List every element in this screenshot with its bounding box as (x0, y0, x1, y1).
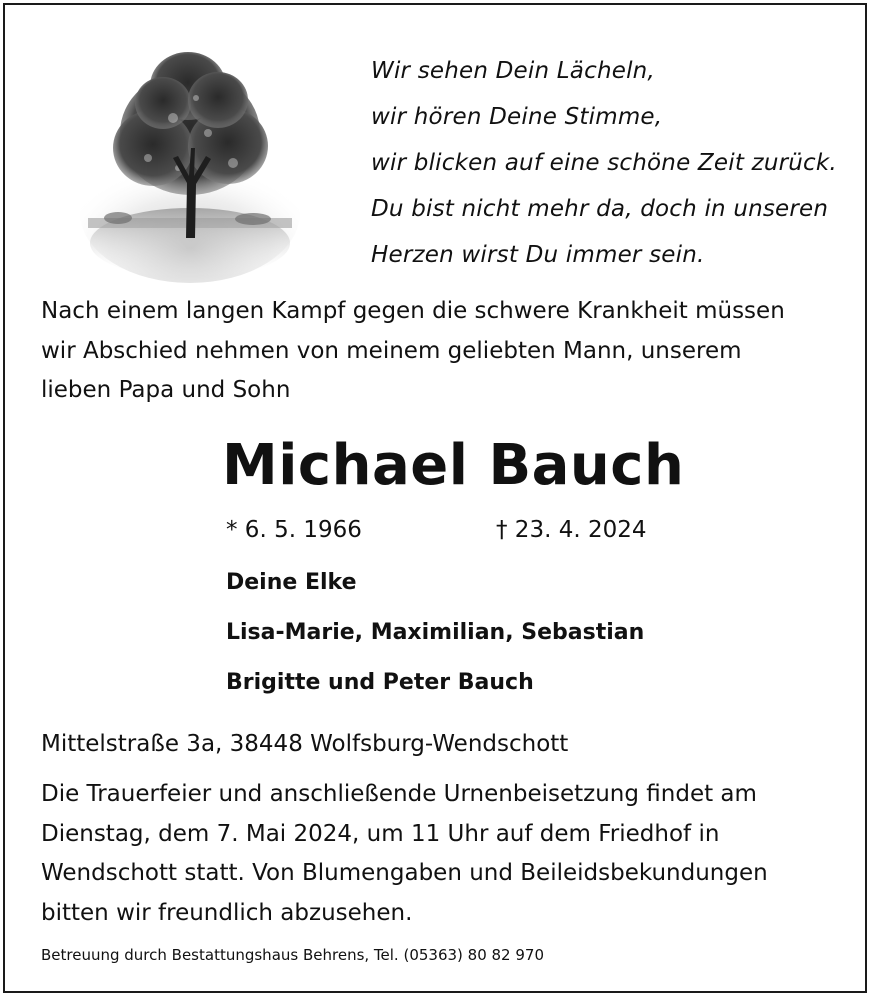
intro-text (41, 292, 841, 411)
service-line: Wendschott statt. Von Blumengaben und Beileidsbekundungen (41, 860, 768, 886)
mourner-line: Lisa-Marie, Maximilian, Sebastian (226, 620, 645, 645)
service-line: bitten wir freundlich abzusehen. (41, 899, 413, 926)
service-line: Dienstag, dem 7. Mai 2024, um 11 Uhr auf dem Friedhof in (41, 820, 720, 847)
deceased-name: Michael Bauch (222, 433, 685, 498)
mourner-line: Brigitte und Peter Bauch (226, 670, 534, 695)
tree-icon (78, 38, 302, 286)
poem-line: wir hören Deine Stimme, (371, 104, 663, 130)
poem-line: wir blicken auf eine schöne Zeit zurück. (371, 150, 837, 176)
poem-line: Wir sehen Dein Lächeln, (371, 58, 655, 84)
poem (371, 48, 837, 278)
birth-date: * 6. 5. 1966 (226, 517, 362, 543)
intro-line: wir Abschied nehmen von meinem geliebten Mann, unserem (41, 337, 742, 364)
poem-line: Herzen wirst Du immer sein. (371, 242, 705, 268)
intro-line: Nach einem langen Kampf gegen die schwere Krankheit müssen (41, 298, 785, 324)
service-line: Die Trauerfeier und anschließende Urnenbeisetzung findet am (41, 781, 757, 807)
poem-line: Du bist nicht mehr da, doch in unseren (371, 196, 829, 222)
mourner-line: Deine Elke (226, 570, 357, 595)
address: Mittelstraße 3a, 38448 Wolfsburg-Wendschott (41, 731, 569, 757)
service-info (41, 775, 768, 933)
intro-line: lieben Papa und Sohn (41, 377, 291, 403)
death-date: † 23. 4. 2024 (496, 517, 647, 543)
funeral-home-footer: Betreuung durch Bestattungshaus Behrens, Tel. (05363) 80 82 970 (41, 946, 544, 964)
